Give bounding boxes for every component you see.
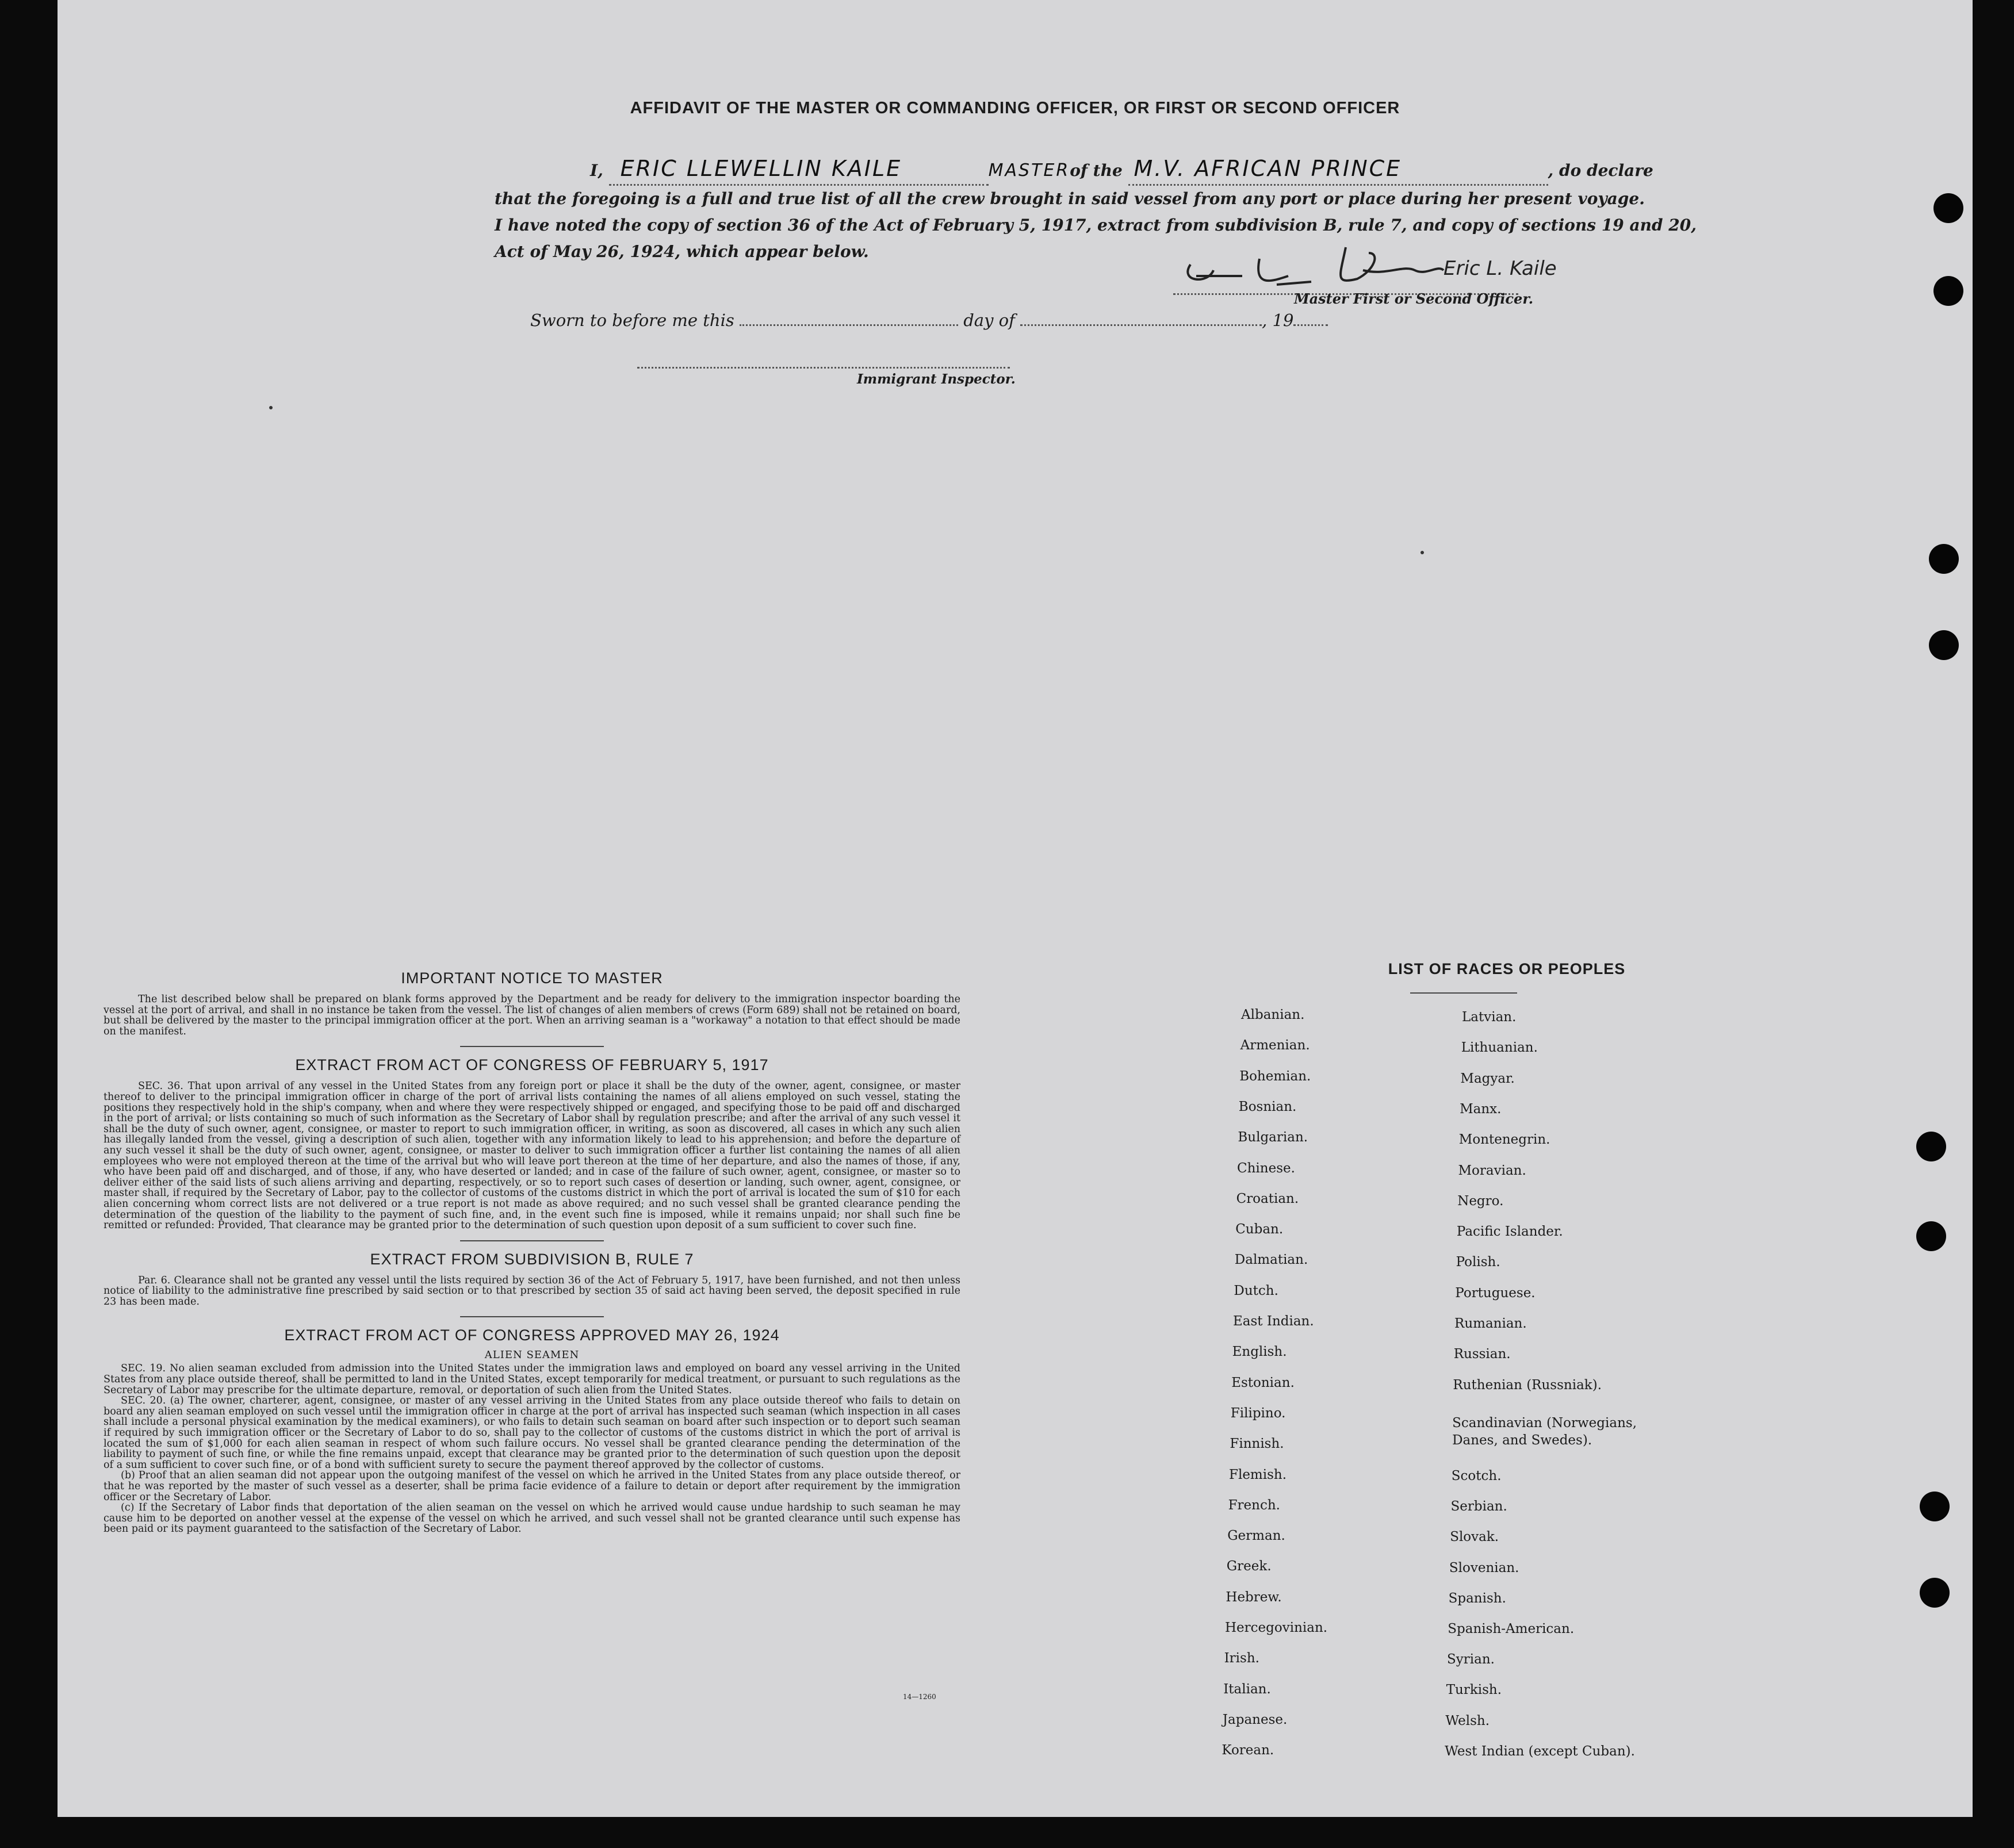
speck — [269, 406, 273, 409]
extract3-heading: EXTRACT FROM ACT OF CONGRESS APPROVED MAY 26, 1924 — [284, 1326, 780, 1344]
races-heading: LIST OF RACES OR PEOPLES — [1388, 960, 1626, 977]
notice-section — [104, 969, 960, 1535]
race-item: Hebrew. — [1226, 1589, 1282, 1605]
speck — [1420, 551, 1424, 554]
do-declare-label: , do declare — [1548, 161, 1653, 180]
race-item: German. — [1227, 1528, 1285, 1544]
race-item: Latvian. — [1462, 1010, 1517, 1025]
race-item: Korean. — [1222, 1743, 1274, 1758]
race-item: Dutch. — [1234, 1283, 1278, 1298]
master-signature — [1173, 230, 1557, 295]
race-item: Scotch. — [1451, 1469, 1502, 1483]
binder-hole — [1933, 193, 1963, 223]
race-item: French. — [1228, 1497, 1280, 1513]
extract1-heading: EXTRACT FROM ACT OF CONGRESS OF FEBRUARY 5, 1917 — [295, 1056, 769, 1074]
race-item: Chinese. — [1237, 1160, 1295, 1176]
race-item: Syrian. — [1447, 1652, 1495, 1667]
affidavit-title: AFFIDAVIT OF THE MASTER OR COMMANDING OFFICER, OR FIRST OR SECOND OFFICER — [630, 99, 1400, 117]
extract3-sec20b: (b) Proof that an alien seaman did not appear upon the outgoing manifest of the vessel on which he arrived in the United States from any place outside thereof, or that he was reported by the master of such vessel as a deserter, shall be prima facie evidence of a failure to detain or deport after requirement by the immigration officer or the Secretary of Labor. — [104, 1470, 960, 1503]
vessel-handwritten: M.V. AFRICAN PRINCE — [1134, 156, 1402, 181]
notice-body: The list described below shall be prepared on blank forms approved by the Department and be ready for delivery to the immigration inspector boarding the vessel at the port of arrival, and shall in no instance be taken from the vessel. The list of changes of alien members of crews (Form 689) shall not be retained on board, but shall be delivered by the master to the principal immigration officer at the port. When an arriving seaman is a "workaway" a notation to that effect should be made on the manifest. — [104, 994, 960, 1037]
signature-text: Eric L. Kaile — [1444, 257, 1557, 280]
document-sheet — [58, 0, 1973, 1817]
race-item: Negro. — [1457, 1193, 1504, 1209]
extract3-sec20c: (c) If the Secretary of Labor finds that deportation of the alien seaman on the vessel on which he arrived would cause undue hardship to such seaman he may cause him to be deported on another vessel at the expense of the vessel on which he arrived, and such vessel shall not be granted clearance until such expense has been paid or its payment guaranteed to the satisfaction of the Secretary of Labor. — [104, 1502, 960, 1535]
sworn-month-field — [1020, 308, 1262, 326]
declaration-line-2: that the foregoing is a full and true list of all the crew brought in said vessel from any port or place during her present voyage. — [495, 189, 1645, 208]
extract2-heading: EXTRACT FROM SUBDIVISION B, RULE 7 — [370, 1250, 694, 1268]
binder-hole — [1916, 1132, 1946, 1161]
inspector-caption: Immigrant Inspector. — [857, 371, 1016, 387]
binder-hole — [1920, 1578, 1950, 1608]
race-item: Finnish. — [1230, 1436, 1284, 1452]
notice-heading: IMPORTANT NOTICE TO MASTER — [401, 969, 663, 987]
race-item: Filipino. — [1230, 1405, 1286, 1421]
i-label: I, — [590, 161, 603, 180]
binder-hole — [1929, 544, 1959, 574]
extract3-subheading: ALIEN SEAMEN — [484, 1349, 580, 1362]
sworn-year-field — [1293, 308, 1328, 326]
day-of-label: day of — [963, 310, 1015, 330]
divider — [460, 1316, 604, 1317]
race-item: Flemish. — [1229, 1467, 1287, 1482]
race-item: Spanish-American. — [1448, 1621, 1575, 1636]
race-item: Russian. — [1453, 1347, 1511, 1362]
race-item: Portuguese. — [1455, 1285, 1536, 1301]
race-item: Hercegovinian. — [1225, 1620, 1328, 1635]
name-field — [609, 155, 989, 186]
race-item: Pacific Islander. — [1456, 1224, 1563, 1240]
year-prefix: , 19 — [1262, 310, 1294, 330]
race-item: Bohemian. — [1239, 1068, 1311, 1084]
race-item: Irish. — [1224, 1651, 1259, 1666]
signature-drawing — [1173, 230, 1557, 293]
race-item: Bosnian. — [1238, 1099, 1297, 1114]
race-item: Ruthenian (Russniak). — [1453, 1377, 1602, 1393]
race-item: Greek. — [1226, 1559, 1272, 1574]
sworn-prefix: Sworn to before me this — [530, 310, 734, 330]
race-item: Croatian. — [1236, 1191, 1299, 1206]
race-item: Cuban. — [1235, 1222, 1284, 1237]
binder-hole — [1916, 1221, 1946, 1251]
sworn-day-field — [740, 308, 958, 326]
declaration-line-1 — [495, 155, 1653, 186]
binder-hole — [1920, 1492, 1950, 1521]
race-item: East Indian. — [1233, 1314, 1314, 1329]
race-item: Manx. — [1460, 1101, 1502, 1117]
vessel-field — [1128, 155, 1548, 186]
race-item: Italian. — [1223, 1681, 1271, 1697]
race-item: Japanese. — [1222, 1712, 1288, 1727]
binder-hole — [1929, 630, 1959, 660]
race-item: Rumanian. — [1454, 1316, 1527, 1331]
race-item: English. — [1232, 1344, 1287, 1360]
extract3-sec20a: SEC. 20. (a) The owner, charterer, agent, consignee, or master of any vessel arriving in the United States from any place outside thereof who fails to detain on board any alien seaman employed on such vessel until the immigration officer in charge at the port of arrival has inspected such seaman (which inspection in all cases shall include a personal physical examination by the medical examiners), or who fails to detain such seaman on board after such inspection or to deport such seaman if required by such immigration officer or the Secretary of Labor to do so, shall pay to the collector of customs of the customs district in which the port of arrival is located the sum of $1,000 for each alien seaman in respect of whom such failure occurs. No vessel shall be granted clearance pending the determination of the liability to payment of such fine, or while the fine remains unpaid, except that clearance may be granted prior to the determination of such question upon the deposit of a sum sufficient to cover such fine, or of a bond with sufficient surety to secure the payment thereof approved by the collector of customs. — [104, 1395, 960, 1471]
extract1-body: SEC. 36. That upon arrival of any vessel in the United States from any foreign port or place it shall be the duty of the owner, agent, consignee, or master thereof to deliver to the principal immigration officer in charge of the port of arrival lists containing the names of all aliens employed on such vessel, stating the positions they respectively hold in the ship's company, when and where they were respectively shipped or engaged, and specifying those to be paid off and discharged in the port of arrival; or lists containing so much of such information as the Secretary of Labor shall by regulation prescribe; and after the arrival of any such vessel it shall be the duty of such owner, agent, consignee, or master to report to such immigration officer, in writing, as soon as discovered, all cases in which any such alien has illegally landed from the vessel, giving a description of such alien, together with any information likely to lead to his apprehension; and before the departure of any such vessel it shall be the duty of such owner, agent, consignee, or master to deliver to such immigration officer a further list containing the names of all alien employees who were not employed thereon at the time of the arrival but who will leave port thereon at the time of her departure, and also the names of those, if any, who have been paid off and discharged, and of those, if any, who have deserted or landed; and in case of the failure of such owner, agent, consignee, or master so to deliver either of the said lists of such aliens arriving and departing, respectively, or so to report such cases of desertion or landing, such owner, agent, consignee, or master shall, if required by the Secretary of Labor, pay to the collector of customs of the customs district in which the port of arrival is located the sum of $10 for each alien concerning whom correct lists are not delivered or a true report is not made as above required; and no such vessel shall be granted clearance pending the determination of the question of the liability to the payment of such fine, and, in the event such fine is imposed, while it remains unpaid; nor shall such fine be remitted or refunded: Provided, That clearance may be granted prior to the determination of such question upon deposit of a sum sufficient to cover such fine. — [104, 1080, 960, 1232]
of-the-label: of the — [1070, 161, 1123, 180]
race-item: Turkish. — [1446, 1682, 1502, 1698]
race-item: Slovak. — [1450, 1529, 1499, 1545]
race-item: Montenegrin. — [1458, 1132, 1550, 1148]
race-item: Magyar. — [1460, 1071, 1515, 1086]
signature-caption: Master First or Second Officer. — [1294, 290, 1534, 307]
race-item: Spanish. — [1448, 1590, 1506, 1606]
declaration-line-4: Act of May 26, 1924, which appear below. — [495, 242, 869, 261]
binder-hole — [1933, 276, 1963, 306]
divider — [460, 1046, 604, 1047]
race-item: Albanian. — [1241, 1007, 1305, 1022]
race-item: Welsh. — [1445, 1713, 1490, 1728]
extract3-sec19: SEC. 19. No alien seaman excluded from admission into the United States under the immigration laws and employed on board any vessel arriving in the United States from any place outside thereof, shall be permitted to land in the United States, except temporarily for medical treatment, or pursuant to such regulations as the Secretary of Labor may prescribe for the ultimate departure, removal, or deportation of such alien from the United States. — [104, 1363, 960, 1396]
race-item: Moravian. — [1458, 1163, 1526, 1178]
form-number: 14—1260 — [903, 1693, 936, 1701]
race-item: Lithuanian. — [1461, 1040, 1538, 1056]
race-item: Slovenian. — [1449, 1560, 1519, 1575]
race-item: Armenian. — [1240, 1038, 1310, 1053]
race-item: Serbian. — [1450, 1499, 1507, 1515]
extract2-body: Par. 6. Clearance shall not be granted any vessel until the lists required by section 36 of the Act of February 5, 1917, have been furnished, and not then unless notice of liability to the administrative fine prescribed by said section or to that prescribed by section 35 of said act having been served, the deposit specified in rule 23 has been made. — [104, 1274, 960, 1308]
race-item: Bulgarian. — [1238, 1130, 1308, 1145]
race-item: West Indian (except Cuban). — [1445, 1743, 1635, 1759]
inspector-signature-line — [637, 367, 1010, 369]
sworn-line — [530, 308, 1328, 330]
race-item: Polish. — [1456, 1255, 1500, 1270]
rank-handwritten: MASTER — [988, 160, 1070, 181]
name-handwritten: ERIC LLEWELLIN KAILE — [620, 156, 902, 181]
declaration-line-3: I have noted the copy of section 36 of the Act of February 5, 1917, extract from subdivision B, rule 7, and copy of sections 19 and 20, — [495, 216, 1697, 235]
races-divider — [1410, 992, 1517, 994]
race-item: Dalmatian. — [1234, 1252, 1308, 1268]
divider — [460, 1240, 604, 1241]
race-item: Scandinavian (Norwegians, Danes, and Swedes). — [1452, 1416, 1637, 1448]
race-item: Estonian. — [1231, 1375, 1295, 1390]
